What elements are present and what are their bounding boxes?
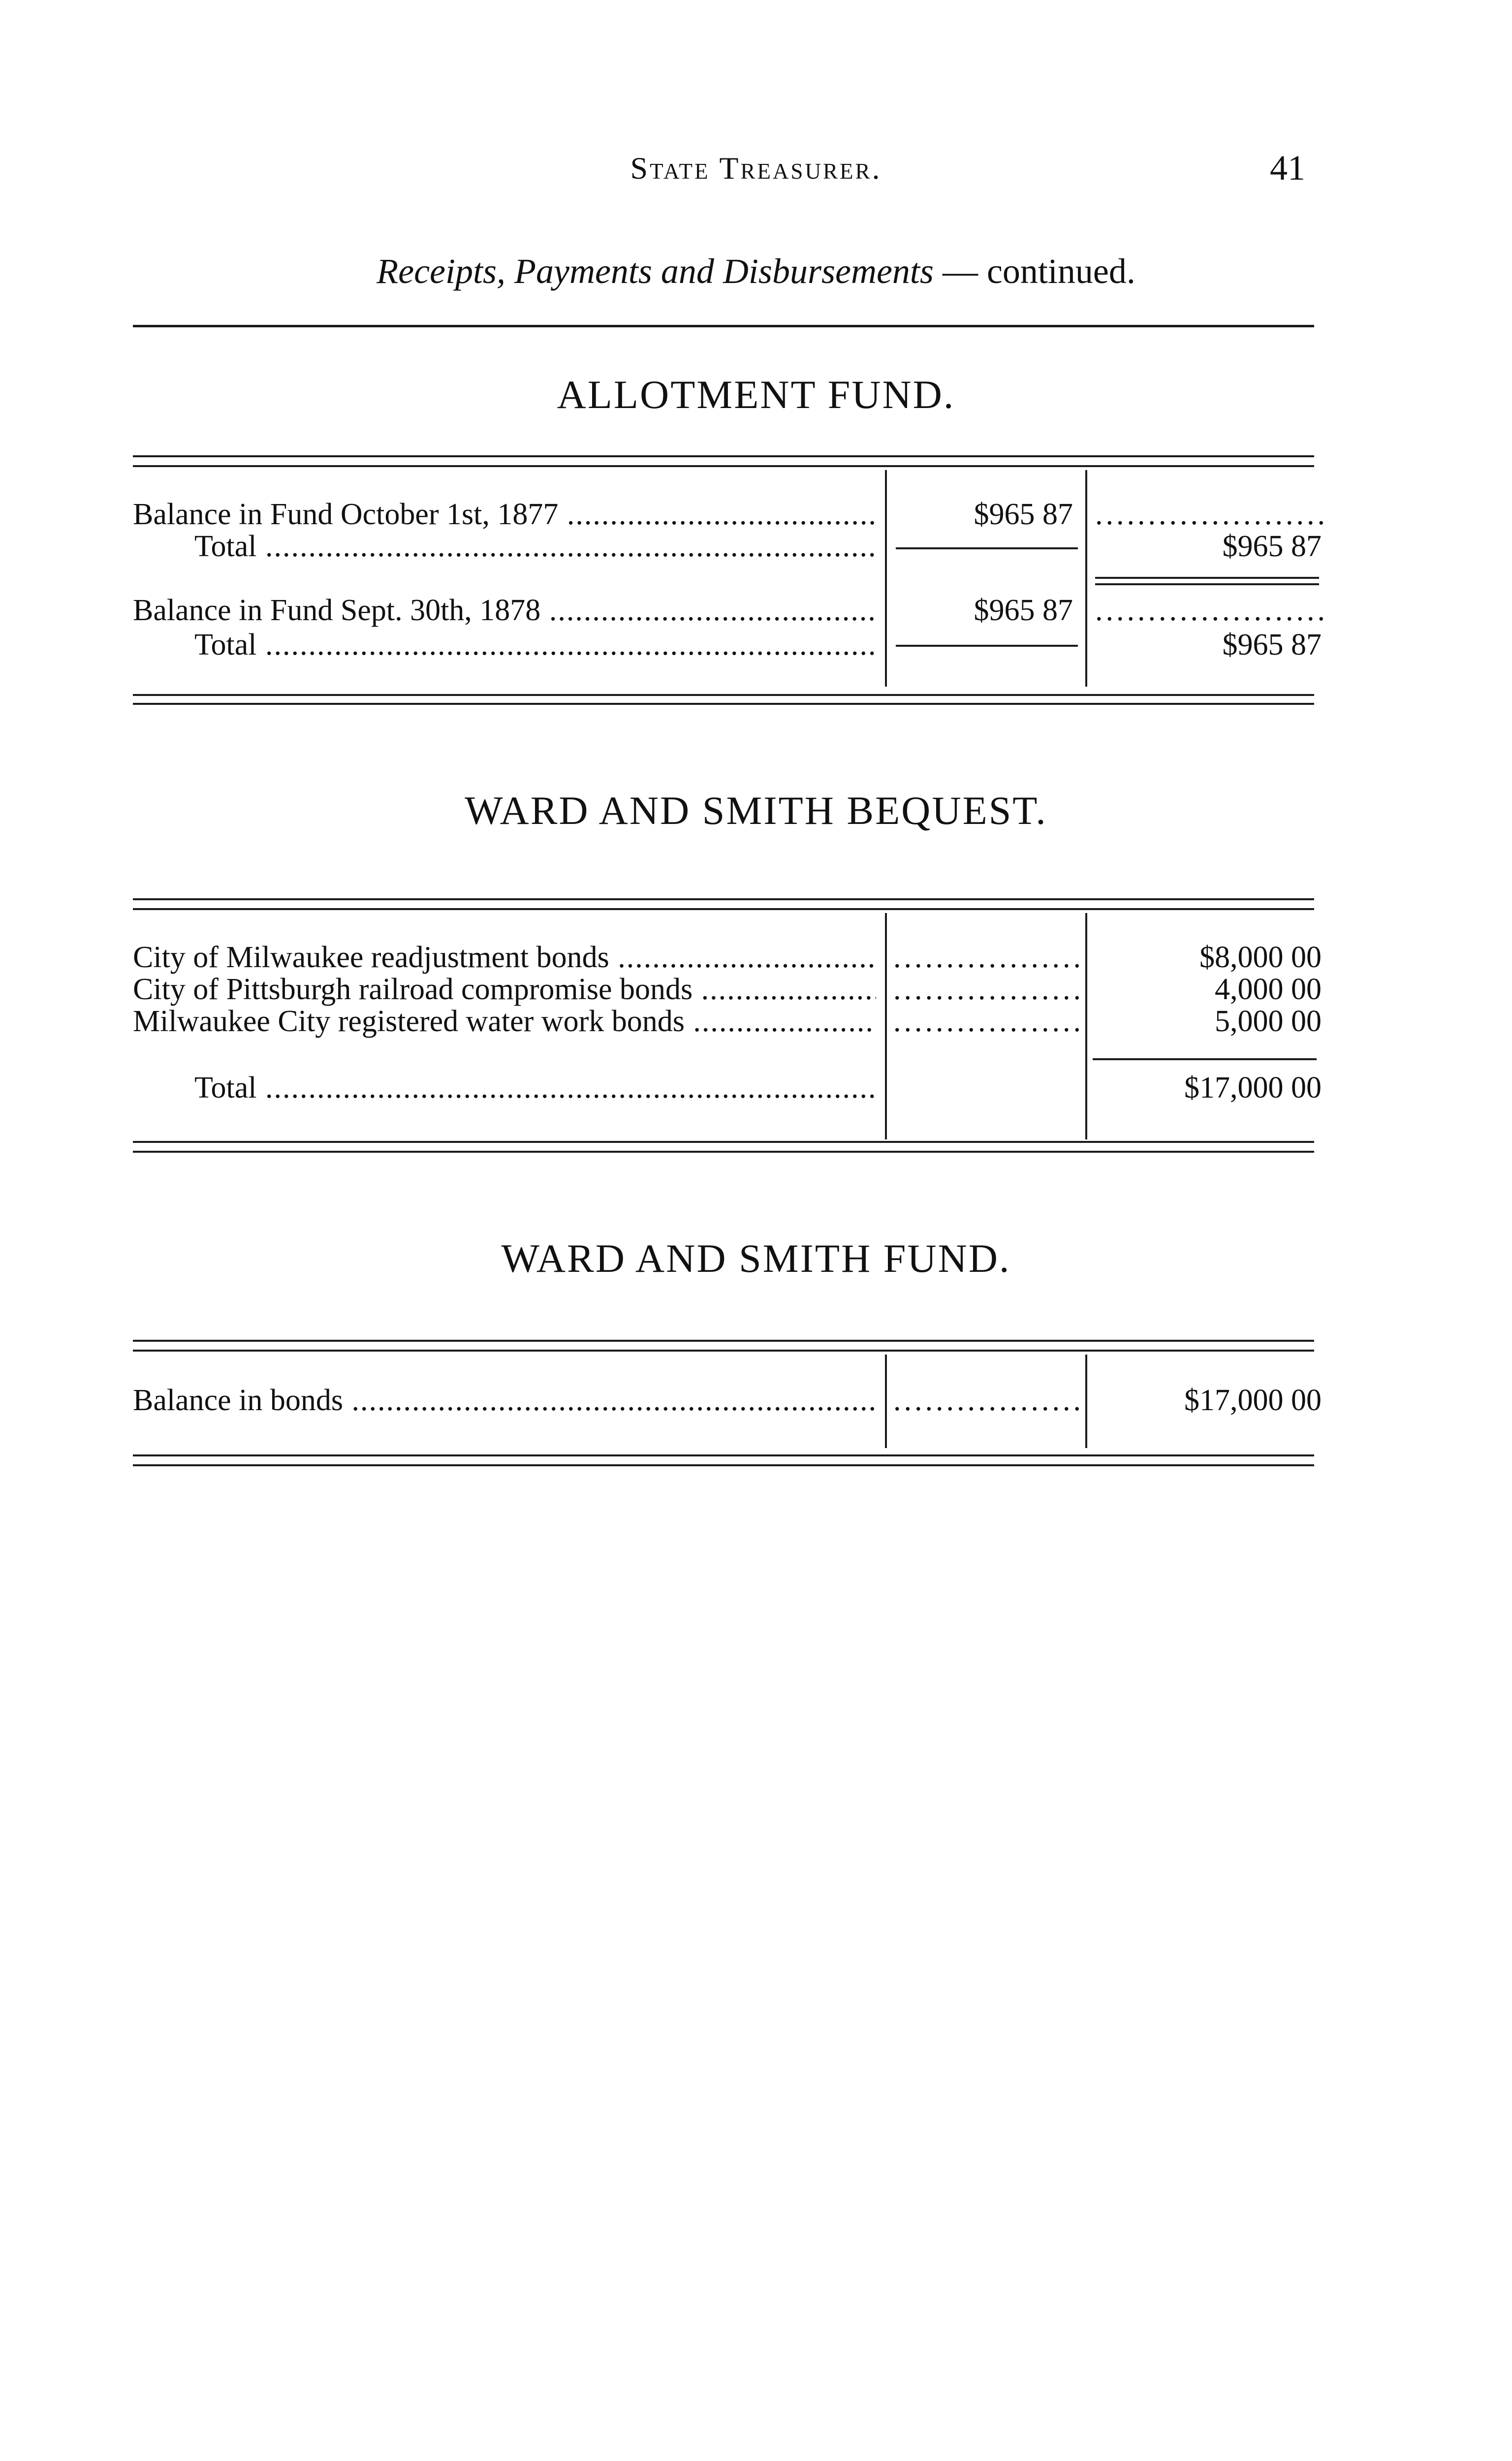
row-amount: $965 87 bbox=[974, 594, 1073, 627]
bequest-top-rule-2 bbox=[133, 908, 1314, 910]
row-leader-dots bbox=[893, 1004, 1080, 1039]
row-description: City of Milwaukee readjustment bonds ..... bbox=[133, 940, 876, 975]
running-head: State Treasurer. bbox=[630, 151, 882, 186]
total-rule bbox=[1093, 1058, 1317, 1060]
table-row bbox=[0, 1071, 1512, 1105]
row-total: $965 87 bbox=[1222, 628, 1322, 662]
row-description: Balance in Fund October 1st, 1877 ..... bbox=[133, 497, 876, 532]
total-rule-2 bbox=[1095, 583, 1319, 585]
fund-bottom-rule bbox=[133, 1454, 1314, 1456]
row-total: $17,000 00 bbox=[1184, 1384, 1322, 1417]
row-total: $17,000 00 bbox=[1184, 1071, 1322, 1104]
subheading bbox=[0, 251, 1512, 292]
table-row bbox=[0, 972, 1512, 1007]
row-description: City of Pittsburgh railroad compromise bonds ..... bbox=[133, 972, 876, 1007]
bequest-bottom-rule bbox=[133, 1141, 1314, 1143]
allotment-top-rule-2 bbox=[133, 465, 1314, 467]
row-description: Milwaukee City registered water work bonds ..... bbox=[133, 1004, 876, 1039]
row-leader-dots bbox=[893, 972, 1080, 1007]
row-description: Balance in Fund Sept. 30th, 1878 ..... bbox=[133, 593, 876, 628]
row-total: $8,000 00 bbox=[1199, 941, 1322, 974]
row-total: 5,000 00 bbox=[1215, 1005, 1322, 1038]
table-row bbox=[0, 1004, 1512, 1039]
allotment-bottom-rule-2 bbox=[133, 703, 1314, 705]
row-description: Total ..... bbox=[194, 628, 876, 662]
total-rule bbox=[1095, 577, 1319, 579]
row-description: Total ..... bbox=[194, 529, 876, 564]
table-row bbox=[0, 529, 1512, 564]
row-leader-dots bbox=[893, 940, 1080, 975]
bequest-title: WARD AND SMITH BEQUEST. bbox=[465, 788, 1047, 833]
fund-top-rule-2 bbox=[133, 1350, 1314, 1352]
fund-top-rule bbox=[133, 1340, 1314, 1342]
row-description: Balance in bonds ..... bbox=[133, 1383, 876, 1418]
bequest-bottom-rule-2 bbox=[133, 1151, 1314, 1153]
table-row bbox=[0, 628, 1512, 662]
allotment-fund-title: ALLOTMENT FUND. bbox=[557, 372, 955, 417]
fund-title: WARD AND SMITH FUND. bbox=[501, 1236, 1011, 1281]
allotment-top-rule bbox=[133, 455, 1314, 457]
table-row bbox=[0, 497, 1512, 532]
subheading-rest: — continued. bbox=[933, 252, 1135, 291]
table-row bbox=[0, 593, 1512, 628]
row-leader-dots bbox=[1095, 497, 1326, 532]
allotment-bottom-rule bbox=[133, 694, 1314, 696]
row-total: $965 87 bbox=[1222, 530, 1322, 563]
row-description: Total ..... bbox=[194, 1071, 876, 1105]
row-amount: $965 87 bbox=[974, 498, 1073, 531]
bequest-top-rule bbox=[133, 898, 1314, 900]
table-row bbox=[0, 940, 1512, 975]
subheading-italic: Receipts, Payments and Disbursements bbox=[377, 252, 934, 291]
table-row bbox=[0, 1383, 1512, 1418]
header-rule bbox=[133, 325, 1314, 327]
row-leader-dots bbox=[893, 1383, 1080, 1418]
page-number: 41 bbox=[1270, 148, 1305, 188]
row-total: 4,000 00 bbox=[1215, 973, 1322, 1006]
fund-bottom-rule-2 bbox=[133, 1464, 1314, 1466]
row-leader-dots bbox=[1095, 593, 1326, 628]
